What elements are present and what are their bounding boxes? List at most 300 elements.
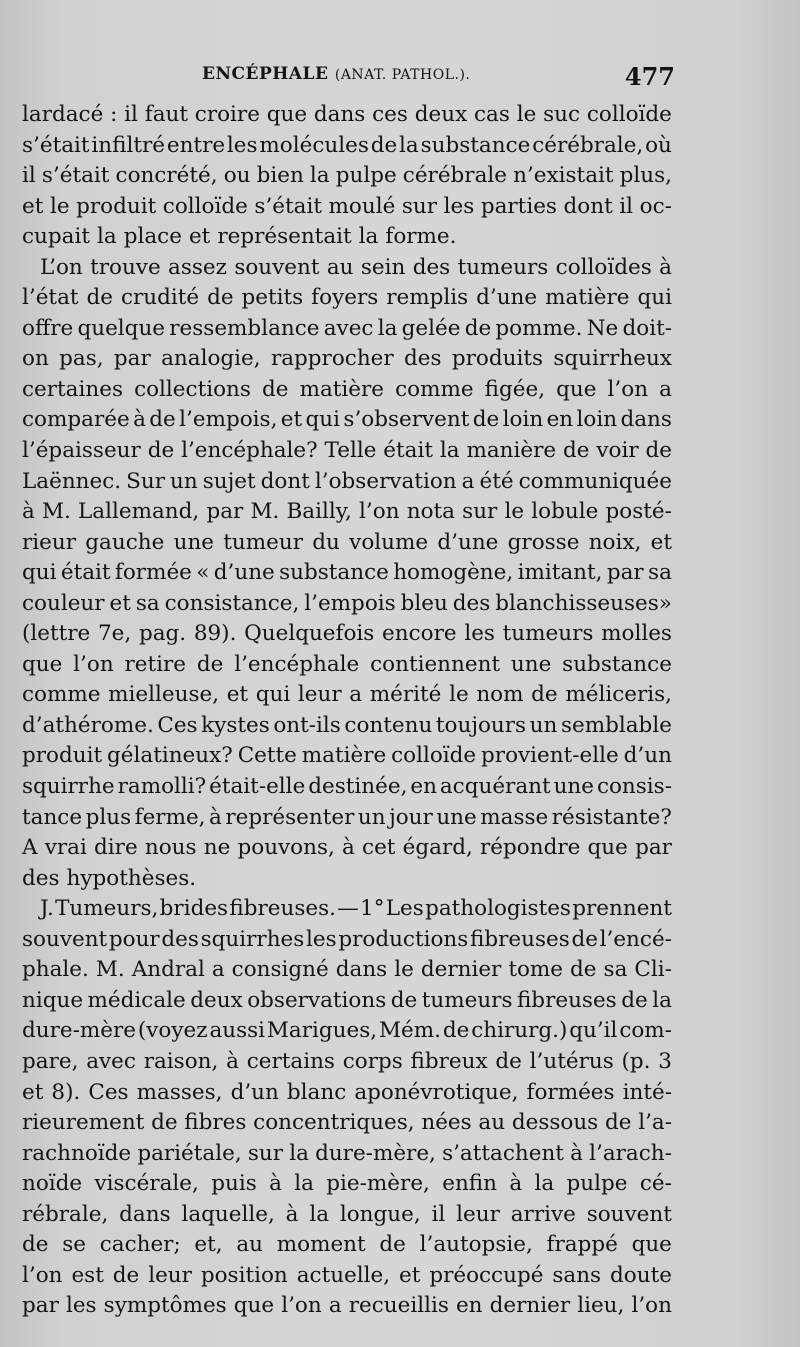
word: substance (562, 651, 672, 677)
word: parties (480, 193, 557, 219)
word: matière (301, 743, 387, 769)
word: sa (603, 957, 628, 983)
word: gélatineux? (107, 743, 233, 769)
word: formée (114, 560, 192, 586)
text-line (22, 833, 672, 864)
word: des (412, 254, 451, 280)
word: symptômes (103, 1293, 227, 1319)
word: de (261, 376, 289, 402)
word: concentriques, (253, 1110, 415, 1136)
word: produit (22, 743, 103, 769)
word: phale. (22, 957, 89, 983)
word: les (226, 132, 258, 158)
word: (p. (621, 1048, 651, 1074)
word: il (124, 102, 138, 127)
word: par (635, 835, 672, 861)
word: avec (323, 315, 374, 341)
word: rieurement (22, 1110, 145, 1136)
word: formées (526, 1079, 615, 1105)
word: n’existait (513, 163, 614, 189)
word: l’empois (304, 590, 396, 616)
word: était (60, 560, 111, 586)
word: la (309, 163, 330, 189)
word: certains (246, 1048, 335, 1074)
word: dessous (511, 1110, 599, 1136)
word: Quelquefois (244, 621, 375, 647)
word: nées (421, 1110, 472, 1136)
word: laquelle, (181, 1201, 275, 1227)
text-line (22, 772, 672, 803)
word: arrive (510, 1201, 576, 1227)
word: sans (552, 1262, 602, 1288)
word: à (269, 1171, 282, 1197)
word: d’une (213, 560, 275, 586)
text-line (22, 1078, 672, 1109)
word: produit (76, 193, 157, 219)
word: par (206, 499, 244, 525)
word: à (509, 1171, 523, 1197)
text-line (22, 497, 672, 528)
word: s’était (254, 193, 322, 219)
word: la (534, 1171, 555, 1197)
word: moment (276, 1232, 366, 1258)
word: Andral (131, 957, 205, 983)
word: était-elle (209, 774, 306, 800)
word: matière (545, 285, 630, 311)
word: sur (462, 499, 498, 525)
text-line (22, 650, 672, 681)
word: le (516, 102, 537, 127)
word: leur (456, 1201, 500, 1227)
word: comme (22, 682, 101, 708)
word: souvent (22, 926, 108, 952)
word: Lallemand, (78, 499, 200, 525)
word: au (478, 1110, 506, 1136)
word: destinée, (308, 774, 408, 800)
word: lobule (531, 499, 599, 525)
text-line (22, 1261, 672, 1292)
word: l’empois, (179, 407, 278, 433)
word: on (22, 346, 49, 372)
word: de (86, 285, 113, 311)
word: à (133, 407, 146, 433)
word: les (443, 193, 475, 219)
word: en (410, 774, 437, 800)
word: prennent (572, 896, 672, 922)
word: égard, (402, 835, 473, 861)
word: résistante? (551, 804, 672, 830)
word: un (529, 712, 558, 738)
word: de (562, 438, 590, 464)
word: suc (543, 102, 581, 127)
text-line (22, 925, 672, 956)
word: : (110, 102, 118, 127)
word: blanc (286, 1079, 347, 1105)
word: de (112, 1262, 140, 1288)
word: de (570, 957, 597, 983)
word: grosse (507, 529, 580, 555)
word: aponévrotique, (354, 1079, 519, 1105)
word: Mém. (378, 1018, 441, 1044)
word: hypothèses. (66, 865, 197, 891)
text-line (22, 1200, 672, 1231)
word: chirurg.) (471, 1018, 568, 1044)
word: plus (85, 804, 132, 830)
word: de (495, 1048, 522, 1074)
word: contiennent (370, 651, 501, 677)
word: cacher; (99, 1232, 181, 1258)
page-number: 477 (624, 62, 675, 91)
word: tome (508, 957, 564, 983)
word: molles (601, 621, 672, 647)
word: il (619, 193, 634, 219)
text-line (22, 894, 672, 925)
word: de (571, 926, 598, 952)
word: tumeurs (502, 621, 594, 647)
word: com- (619, 1018, 672, 1044)
word: Cli- (634, 957, 672, 983)
word: — (337, 896, 359, 922)
word: comme (395, 376, 474, 402)
word: consis- (596, 774, 672, 800)
running-head-sub: (ANAT. PATHOL.). (334, 67, 471, 83)
word: Les (385, 896, 424, 922)
word: fibreuses (470, 926, 570, 952)
word: nique (22, 987, 84, 1013)
word: dernier (420, 957, 502, 983)
word: rieur (22, 529, 77, 555)
word: la (289, 1140, 309, 1166)
word: provient-elle (481, 743, 619, 769)
word: pag. (138, 621, 187, 647)
word: foyers (311, 285, 379, 311)
word: manière (466, 438, 557, 464)
word: de (472, 407, 500, 433)
word: et (399, 1262, 421, 1288)
word: méliceris, (565, 682, 672, 708)
word: molécules (259, 132, 369, 158)
word: qui (255, 682, 291, 708)
word: trouve (90, 254, 161, 280)
word: Laënnec. (22, 468, 122, 494)
word: une (173, 529, 215, 555)
word: L’on (40, 254, 83, 280)
word: mielleuse, (108, 682, 220, 708)
word: Ces (88, 1079, 129, 1105)
word: dans (335, 957, 388, 983)
word: sur (401, 193, 438, 219)
word: d’athérome. (22, 712, 154, 738)
word: où (645, 132, 672, 158)
word: pare, (22, 1048, 79, 1074)
word: (lettre (22, 621, 91, 647)
word: de (151, 1110, 178, 1136)
word: de (390, 987, 418, 1013)
word: mérité (369, 682, 442, 708)
word: la (358, 224, 379, 250)
word: contenu (344, 712, 433, 738)
word: assez (168, 254, 227, 280)
word: leur (297, 682, 342, 708)
word: dans (620, 407, 672, 433)
text-line (22, 864, 672, 895)
word: l’épaisseur (22, 438, 141, 464)
word: « (196, 560, 210, 586)
text-line (22, 1139, 672, 1170)
word: l’encéphale (234, 651, 360, 677)
word: viscérale, (94, 1171, 199, 1197)
word: 8). (51, 1079, 81, 1105)
word: imitant, (517, 560, 603, 586)
word: que (631, 1232, 672, 1258)
word: de (147, 438, 175, 464)
word: dernier (489, 1293, 571, 1319)
word: productions (338, 926, 469, 952)
word: de (149, 407, 176, 433)
body-text (22, 100, 672, 1322)
word: préoccupé (429, 1262, 544, 1288)
text-line (22, 467, 672, 498)
word: produits (451, 346, 544, 372)
word: ont-ils (273, 712, 341, 738)
word: encore (382, 621, 457, 647)
word: la (377, 315, 398, 341)
text-line (22, 1169, 672, 1200)
text-line (22, 711, 672, 742)
word: M. (42, 499, 71, 525)
word: squirrheux (553, 346, 672, 372)
word: avec (86, 1048, 136, 1074)
word: une (510, 651, 552, 677)
word: J. (40, 896, 54, 922)
word: qui (22, 560, 57, 586)
word: et (188, 224, 211, 250)
word: bien (256, 163, 304, 189)
word: et, (194, 1232, 223, 1258)
word: sa (648, 560, 672, 586)
word: 89). (193, 621, 237, 647)
word: un (170, 468, 198, 494)
word: communiquée (518, 468, 672, 494)
word: frappé (546, 1232, 618, 1258)
word: pulpe (566, 1171, 628, 1197)
word: qu’il (569, 1018, 618, 1044)
word: Tumeurs, (55, 896, 159, 922)
word: de (645, 438, 672, 464)
word: offre (22, 315, 74, 341)
word: Ne (586, 315, 619, 341)
word: doute (610, 1262, 672, 1288)
word: blanchisseuses» (495, 590, 672, 616)
word: s’était (41, 163, 110, 189)
word: la (652, 987, 672, 1013)
word: pouvons, (237, 835, 335, 861)
word: que (587, 835, 628, 861)
word: répondre (480, 835, 581, 861)
word: retire (124, 651, 187, 677)
word: gelée (401, 315, 461, 341)
word: et (226, 682, 249, 708)
word: collections (134, 376, 251, 402)
text-line (22, 558, 672, 589)
word: une (436, 804, 477, 830)
word: dure-mère, (315, 1140, 436, 1166)
word: Cette (237, 743, 297, 769)
word: infiltré (91, 132, 166, 158)
text-line (22, 1291, 672, 1322)
word: 3 (658, 1048, 672, 1074)
word: cas (474, 102, 510, 127)
word: de (379, 1232, 406, 1258)
word: à (570, 1140, 583, 1166)
word: ferme, (134, 804, 206, 830)
text-line (22, 1016, 672, 1047)
word: par (22, 1293, 59, 1319)
word: puis (211, 1171, 257, 1197)
word: a (328, 1293, 342, 1319)
word: qui (637, 285, 672, 311)
word: cé- (639, 1171, 672, 1197)
word: la (97, 224, 117, 250)
text-line (22, 405, 672, 436)
text-line (22, 680, 672, 711)
word: a (659, 376, 672, 402)
text-line (22, 436, 672, 467)
word: et (109, 590, 131, 616)
word: cérébrale, (532, 132, 644, 158)
word: pas, (59, 346, 104, 372)
word: dont (563, 193, 613, 219)
word: les (306, 926, 337, 952)
word: voir (596, 438, 639, 464)
word: le (504, 499, 525, 525)
word: brides (159, 896, 229, 922)
word: la (439, 438, 460, 464)
word: des (22, 865, 60, 891)
word: (voyez (137, 1018, 208, 1044)
word: l’on (631, 1293, 672, 1319)
word: recueillis (348, 1293, 449, 1319)
word: l’autopsie, (419, 1232, 533, 1258)
word: pulpe (335, 163, 397, 189)
word: de (22, 1232, 49, 1258)
word: rachnoïde (22, 1140, 132, 1166)
word: substance (420, 132, 531, 158)
word: et (650, 529, 672, 555)
word: l’on (22, 1262, 63, 1288)
word: semblable (560, 712, 672, 738)
word: s’était (22, 132, 90, 158)
word: petits (241, 285, 304, 311)
word: pomme. (495, 315, 583, 341)
word: ressemblance (169, 315, 320, 341)
word: position (200, 1262, 288, 1288)
word: les (65, 1293, 97, 1319)
word: squirrhe (22, 774, 115, 800)
word: loin (502, 407, 544, 433)
word: Telle (324, 438, 377, 464)
word: enfin (442, 1171, 497, 1197)
word: que (556, 376, 597, 402)
word: A (22, 835, 38, 861)
word: Ces (157, 712, 198, 738)
word: place (123, 224, 182, 250)
text-line (22, 589, 672, 620)
word: oc- (639, 193, 672, 219)
text-line (22, 253, 672, 284)
word: l’on (359, 499, 400, 525)
word: faut (144, 102, 188, 127)
word: le (49, 193, 70, 219)
text-line (22, 100, 672, 131)
word: l’utérus (529, 1048, 614, 1074)
word: une (553, 774, 594, 800)
running-head (202, 64, 470, 84)
word: l’a- (638, 1110, 672, 1136)
word: d’une (476, 285, 538, 311)
word: plus, (619, 163, 672, 189)
text-line (22, 955, 672, 986)
word: pariétale, (137, 1140, 242, 1166)
word: de (464, 315, 492, 341)
word: été (479, 468, 514, 494)
word: analogie, (161, 346, 261, 372)
word: de (442, 1018, 470, 1044)
word: moulé (328, 193, 396, 219)
word: d’une (437, 529, 499, 555)
word: fibreuses. (229, 896, 336, 922)
word: a (349, 682, 363, 708)
word: raison, (143, 1048, 219, 1074)
word: dont (260, 468, 310, 494)
word: lardacé (22, 102, 104, 127)
word: colloïdes (555, 254, 652, 280)
word: a (461, 468, 475, 494)
word: nous (144, 835, 197, 861)
word: des (161, 926, 199, 952)
word: par (113, 346, 151, 372)
word: il (431, 1201, 446, 1227)
word: lieu, (577, 1293, 625, 1319)
word: le (394, 957, 414, 983)
text-line (22, 375, 672, 406)
text-line (22, 131, 672, 162)
word: de (207, 285, 234, 311)
word: cupait (22, 224, 90, 250)
word: cet (362, 835, 396, 861)
word: s’attachent (442, 1140, 564, 1166)
word: de (621, 987, 648, 1013)
word: et (280, 407, 303, 433)
word: à (285, 1201, 299, 1227)
word: tance (22, 804, 83, 830)
word: M. (95, 957, 125, 983)
word: à (209, 804, 222, 830)
word: au (236, 1232, 264, 1258)
word: aussi (209, 1018, 266, 1044)
word: à (659, 254, 672, 280)
word: cérébrale (402, 163, 508, 189)
word: dure-mère (22, 1018, 136, 1044)
word: deux (190, 987, 243, 1013)
word: colloïde (391, 743, 477, 769)
word: matière (299, 376, 385, 402)
word: il (22, 163, 36, 189)
word: deux (414, 102, 468, 127)
word: souvent (586, 1201, 672, 1227)
word: jour (389, 804, 433, 830)
word: à (22, 499, 35, 525)
